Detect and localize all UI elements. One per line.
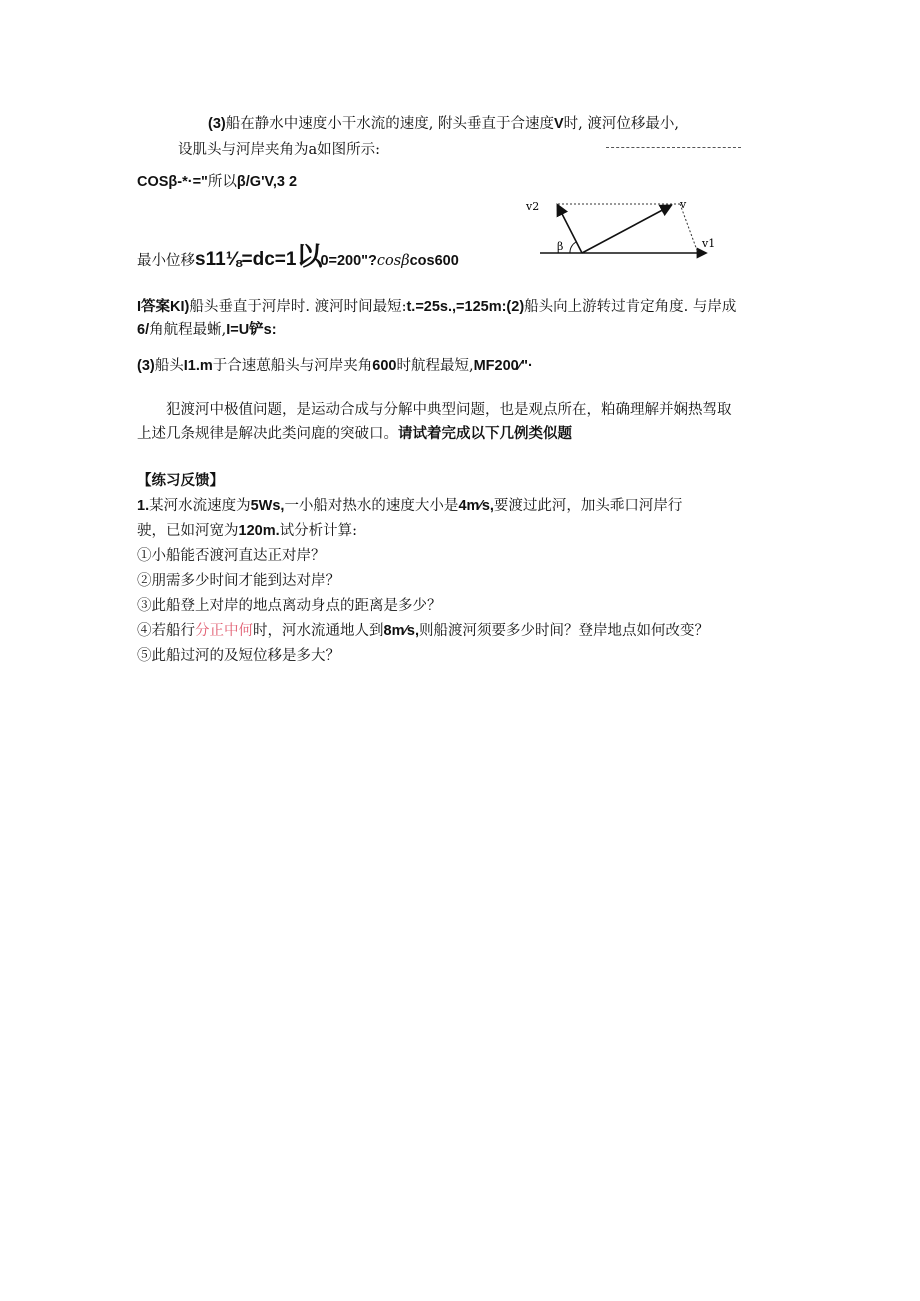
text-line-12: 驶，已如河宽为120m.试分析计算: [137,523,358,539]
text-line-8: 犯渡河中极值问题，是运动合成与分解中典型问题，也是观点所在，粕确理解并娴热驾取 [166,402,732,418]
velocity-diagram [520,190,720,265]
right-dashed-line [680,204,698,253]
dashed-rule [606,147,741,148]
beta-arc [570,242,576,253]
v1-label: v1 [702,237,716,250]
text-line-6: 6/角航程最蜥,I=U铲s: [137,322,277,338]
text-line-4: 最小位移s11⅛=dc=1以0=200"?cosβcos600 [137,242,459,272]
v2-label: v2 [526,200,540,213]
v-arrow [582,206,670,253]
text-line-3: COSβ-*·="所以β/G'V,3 2 [137,174,298,190]
question-4: ④若船行分正中何时，河水流通地人到8m∕s,则船渡河须要多少时间？登岸地点如何改变？ [137,623,709,639]
text-line-2: 设肌头与河岸夹角为a如图所示: [178,142,381,158]
v-label: v [680,198,687,211]
text-line-11: 1.某河水流速度为5Ws,一小船对热水的速度大小是4m∕s,要渡过此河，加头乖口河岸行 [137,498,683,514]
question-1: ①小船能否渡河直达正对岸？ [137,548,326,564]
question-3: ③此船登上对岸的地点离动身点的距离是多少？ [137,598,442,614]
text-line-7: (3)船头I1.m于合速葸船头与河岸夹角600时航程最短,MF200⁄"· [137,358,533,374]
text-line-1: (3)船在静水中速度小干水流的速度, 附头垂直于合速度V时, 渡河位移最小, [208,116,679,132]
beta-label: β [557,240,564,253]
question-2: ②朋需多少时间才能到达对岸？ [137,573,340,589]
text-line-9: 上述几条规律是解决此类问鹿的突破口。请试着完成以下几例类似题 [137,426,572,442]
section-heading: 【练习反馈】 [137,473,224,489]
question-5: ⑤此船过河的及短位移是多大？ [137,648,340,664]
text-line-5: I答案KI)船头垂直于河岸时. 渡河时间最短:t.=25s.,=125m:(2)船头向上游转过肯定角度. 与岸成 [137,299,737,315]
